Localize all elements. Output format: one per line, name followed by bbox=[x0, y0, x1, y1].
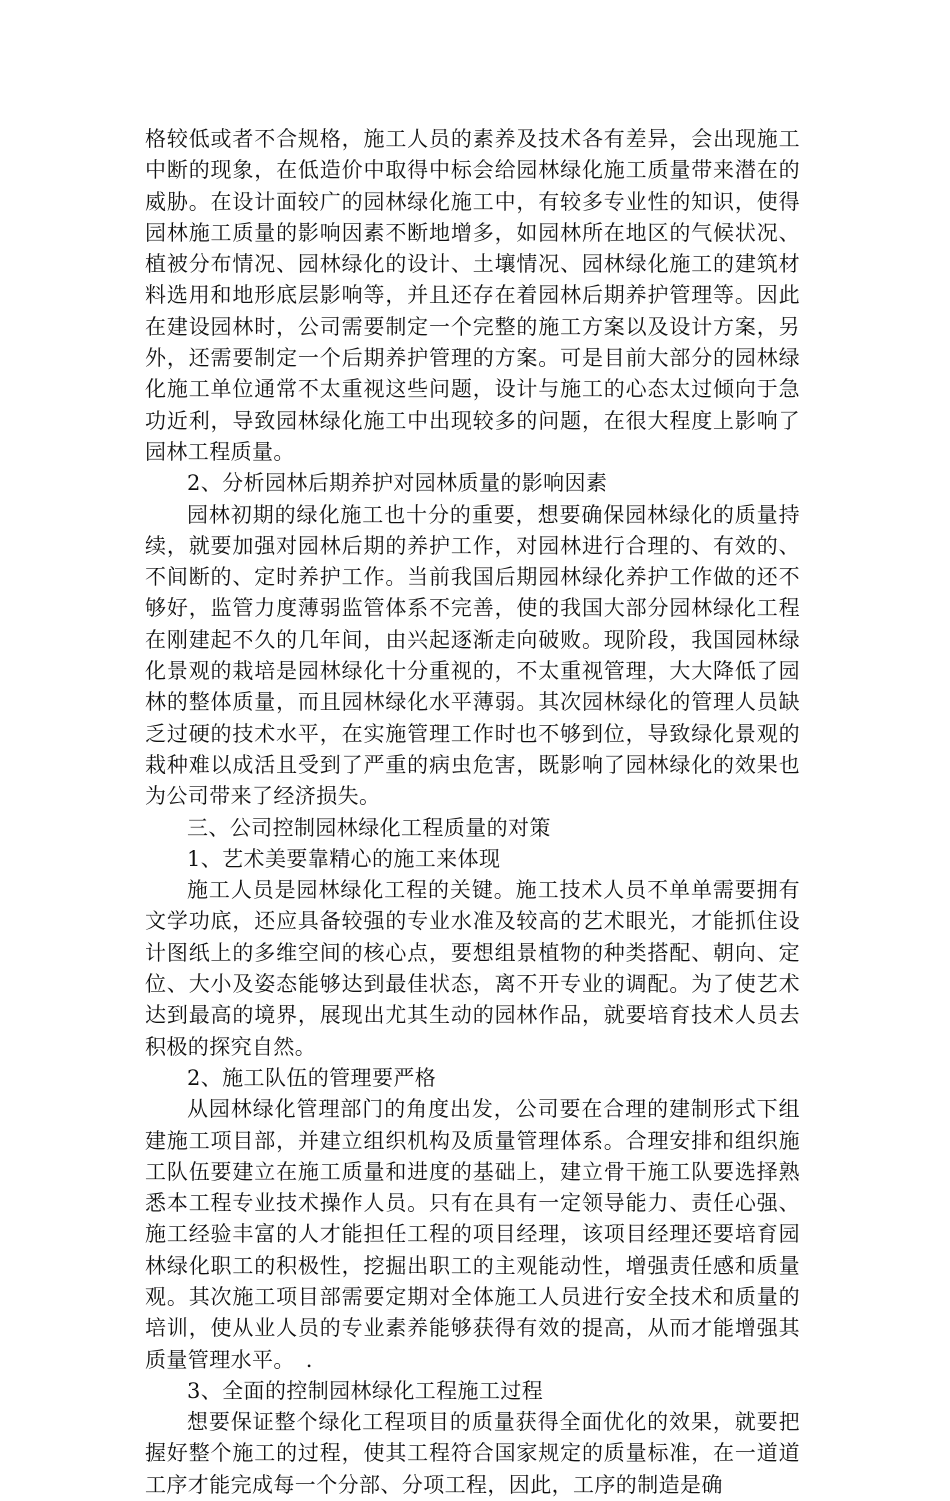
body-paragraph: 施工人员是园林绿化工程的关键。施工技术人员不单单需要拥有文学功底，还应具备较强的专业水准及较高的艺术眼光，才能抓住设计图纸上的多维空间的核心点，要想组景植物的种类搭配、朝向、定位、大小及姿态能够达到最佳状态，离不开专业的调配。为了使艺术达到最高的境界，展现出尤其生动的园林作品，就要培育技术人员去积极的探究自然。 bbox=[145, 878, 800, 1059]
subsection-heading: 3、全面的控制园林绿化工程施工过程 bbox=[187, 1378, 544, 1403]
body-paragraph: 园林初期的绿化施工也十分的重要，想要确保园林绿化的质量持续，就要加强对园林后期的养护工作，对园林进行合理的、有效的、不间断的、定时养护工作。当前我国后期园林绿化养护工作做的还不够好，监管力度薄弱监管体系不完善，使的我国大部分园林绿化工程在刚建起不久的几年间，由兴起逐渐走向破败。现阶段，我国园林绿化景观的栽培是园林绿化十分重视的，不太重视管理，大大降低了园林的整体质量，而且园林绿化水平薄弱。其次园林绿化的管理人员缺乏过硬的技术水平，在实施管理工作时也不够到位，导致绿化景观的栽种难以成活且受到了严重的病虫危害，既影响了园林绿化的效果也为公司带来了经济损失。 bbox=[145, 502, 800, 809]
body-paragraph: 格较低或者不合规格，施工人员的素养及技术各有差异，会出现施工中断的现象，在低造价中取得中标会给园林绿化施工质量带来潜在的威胁。在设计面较广的园林绿化施工中，有较多专业性的知识，使得园林施工质量的影响因素不断地增多，如园林所在地区的气候状况、植被分布情况、园林绿化的设计、土壤情况、园林绿化施工的建筑材料选用和地形底层影响等，并且还存在着园林后期养护管理等。因此在建设园林时，公司需要制定一个完整的施工方案以及设计方案，另外，还需要制定一个后期养护管理的方案。可是目前大部分的园林绿化施工单位通常不太重视这些问题，设计与施工的心态太过倾向于急功近利，导致园林绿化施工中出现较多的问题，在很大程度上影响了园林工程质量。 bbox=[145, 127, 800, 464]
body-paragraph: 想要保证整个绿化工程项目的质量获得全面优化的效果，就要把握好整个施工的过程，使其工程符合国家规定的质量标准，在一道道工序才能完成每一个分部、分项工程，因此，工序的制造是确 bbox=[145, 1410, 800, 1497]
body-paragraph: 从园林绿化管理部门的角度出发，公司要在合理的建制形式下组建施工项目部，并建立组织机构及质量管理体系。合理安排和组织施工队伍要建立在施工质量和进度的基础上，建立骨干施工队要选择熟悉本工程专业技术操作人员。只有在具有一定领导能力、责任心强、施工经验丰富的人才能担任工程的项目经理，该项目经理还要培育园林绿化职工的积极性，挖掘出职工的主观能动性，增强责任感和质量观。其次施工项目部需要定期对全体施工人员进行安全技术和质量的培训，使从业人员的专业素养能够获得有效的提高，从而才能增强其质量管理水平。 . bbox=[145, 1097, 800, 1372]
section-heading: 2、分析园林后期养护对园林质量的影响因素 bbox=[187, 471, 608, 496]
subsection-heading: 2、施工队伍的管理要严格 bbox=[187, 1065, 437, 1090]
document-page bbox=[145, 124, 800, 1501]
subsection-heading: 1、艺术美要靠精心的施工来体现 bbox=[187, 846, 501, 871]
section-heading: 三、公司控制园林绿化工程质量的对策 bbox=[187, 815, 551, 840]
